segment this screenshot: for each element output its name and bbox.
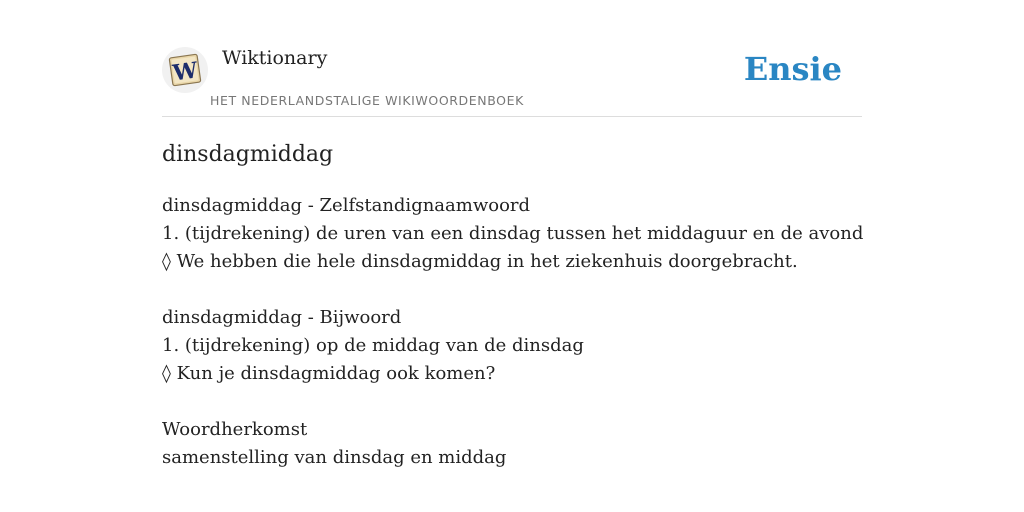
wiktionary-logo-icon[interactable] [162,47,208,93]
etymology-text: samenstelling van dinsdag en middag [162,447,507,468]
section-heading: dinsdagmiddag - Bijwoord [162,307,402,328]
page-title: dinsdagmiddag [162,142,334,167]
page [162,0,862,512]
site-tagline: HET NEDERLANDSTALIGE WIKIWOORDENBOEK [210,93,524,108]
etymology-heading: Woordherkomst [162,419,308,440]
spacer [162,388,862,416]
wiktionary-tile-icon [162,47,208,93]
section-heading: dinsdagmiddag - Zelfstandignaamwoord [162,195,531,216]
entry-content [162,192,862,472]
site-header [162,0,862,117]
definition: 1. (tijdrekening) op de middag van de dinsdag [162,335,584,356]
example-sentence: ◊ We hebben die hele dinsdagmiddag in het ziekenhuis doorgebracht. [162,251,798,272]
definition: 1. (tijdrekening) de uren van een dinsdag tussen het middaguur en de avond [162,223,864,244]
logo-letter: W [171,57,200,87]
example-sentence: ◊ Kun je dinsdagmiddag ook komen? [162,363,496,384]
ensie-brand-link[interactable]: Ensie [743,50,842,88]
site-name[interactable]: Wiktionary [222,47,328,69]
spacer [162,276,862,304]
